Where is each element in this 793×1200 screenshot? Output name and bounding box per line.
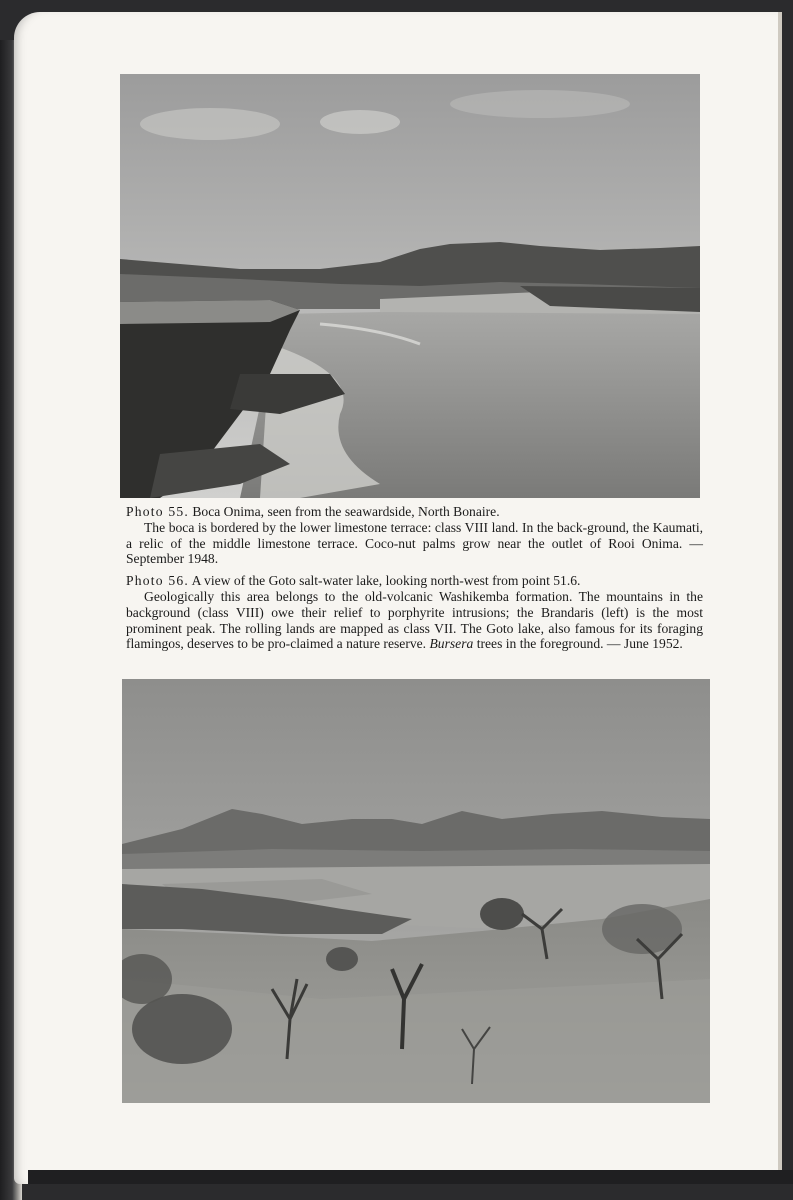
caption-body: The boca is bordered by the lower limestone terrace: class VIII land. In the back-ground, the Kaumati, a relic of the middle limestone terrace. Coco-nut palms grow near the outlet of Rooi Onima. — September 1948. <box>126 519 703 567</box>
caption-italic-term: Bursera <box>429 636 474 652</box>
page-bottom-shadow <box>28 1170 793 1184</box>
page-edge <box>778 12 782 1184</box>
book-page <box>14 12 782 1184</box>
caption-photo-55 <box>126 504 703 567</box>
caption-label: Photo 56. <box>126 573 189 589</box>
caption-label: Photo 55. <box>126 504 189 519</box>
caption-title: A view of the Goto salt-water lake, looking north-west from point 51.6. <box>191 573 581 589</box>
caption-body: Geologically this area belongs to the old-volcanic Washikemba formation. The mountains in the background (class VIII) owe their relief to porphyrite intrusions; the Brandaris (left) is the most prominent peak. The rolling lands are mapped as class VII. The Goto lake, also famous for its foraging flamingos, deserves to be pro-claimed a nature reserve. <box>126 588 703 652</box>
photo-goto-lake <box>122 679 710 1103</box>
caption-body-end: trees in the foreground. — June 1952. <box>476 636 683 652</box>
caption-photo-56 <box>126 573 703 652</box>
photo-boca-onima <box>120 74 700 498</box>
photo-captions <box>126 504 703 658</box>
caption-title: Boca Onima, seen from the seawardside, North Bonaire. <box>192 504 500 519</box>
